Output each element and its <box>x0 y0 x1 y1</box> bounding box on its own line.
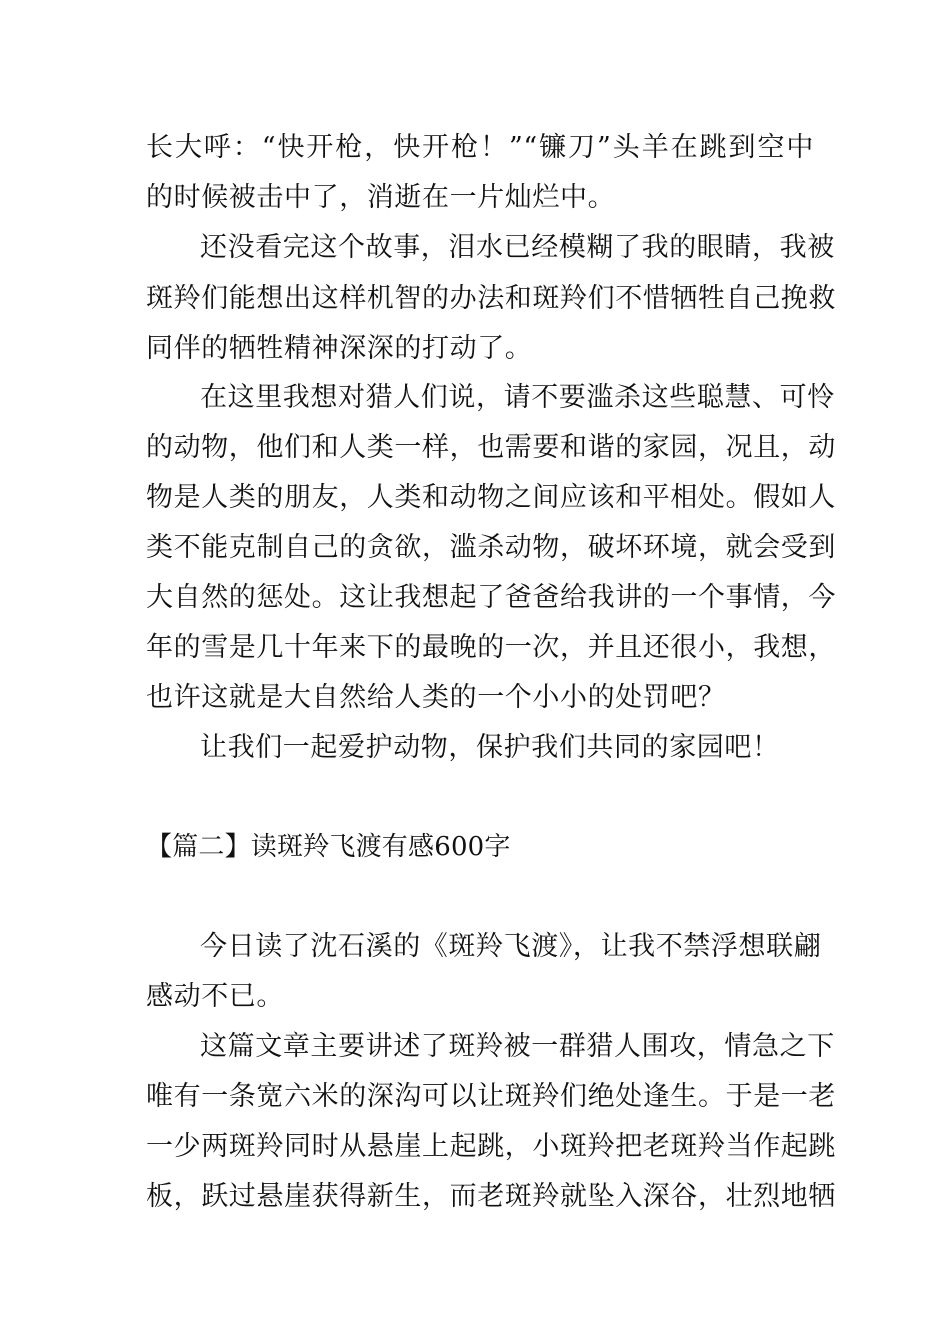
paragraph-line: 今日读了沈石溪的《斑羚飞渡》，让我不禁浮想联翩 <box>200 931 822 962</box>
paragraph-line: 感动不已。 <box>146 981 284 1012</box>
paragraph-line: 长大呼：“快开枪，快开枪！”“镰刀”头羊在跳到空中 <box>146 132 814 163</box>
paragraph-line: 年的雪是几十年来下的最晚的一次，并且还很小，我想， <box>146 632 836 663</box>
paragraph-line: 在这里我想对猎人们说，请不要滥杀这些聪慧、可怜 <box>200 382 835 413</box>
paragraph-line: 物是人类的朋友，人类和动物之间应该和平相处。假如人 <box>146 482 836 513</box>
paragraph-line: 让我们一起爱护动物，保护我们共同的家园吧！ <box>200 732 780 763</box>
paragraph-line: 唯有一条宽六米的深沟可以让斑羚们绝处逢生。于是一老 <box>146 1081 836 1112</box>
paragraph-line: 同伴的牺牲精神深深的打动了。 <box>146 333 533 364</box>
section-heading: 【篇二】读斑羚飞渡有感600字 <box>146 832 511 862</box>
paragraph-line: 大自然的惩处。这让我想起了爸爸给我讲的一个事情，今 <box>146 582 836 613</box>
paragraph-line: 这篇文章主要讲述了斑羚被一群猎人围攻，情急之下 <box>200 1031 835 1062</box>
paragraph-line: 斑羚们能想出这样机智的办法和斑羚们不惜牺牲自己挽救 <box>146 283 836 314</box>
paragraph-line: 的动物，他们和人类一样，也需要和谐的家园，况且，动 <box>146 432 836 463</box>
paragraph-line: 的时候被击中了，消逝在一片灿烂中。 <box>146 182 616 213</box>
paragraph-line: 类不能克制自己的贪欲，滥杀动物，破坏环境，就会受到 <box>146 532 836 563</box>
paragraph-line: 也许这就是大自然给人类的一个小小的处罚吧？ <box>146 682 726 713</box>
paragraph-line: 板，跃过悬崖获得新生，而老斑羚就坠入深谷，壮烈地牺 <box>146 1181 836 1212</box>
paragraph-line: 还没看完这个故事，泪水已经模糊了我的眼睛，我被 <box>200 232 835 263</box>
paragraph-line: 一少两斑羚同时从悬崖上起跳，小斑羚把老斑羚当作起跳 <box>146 1131 836 1162</box>
